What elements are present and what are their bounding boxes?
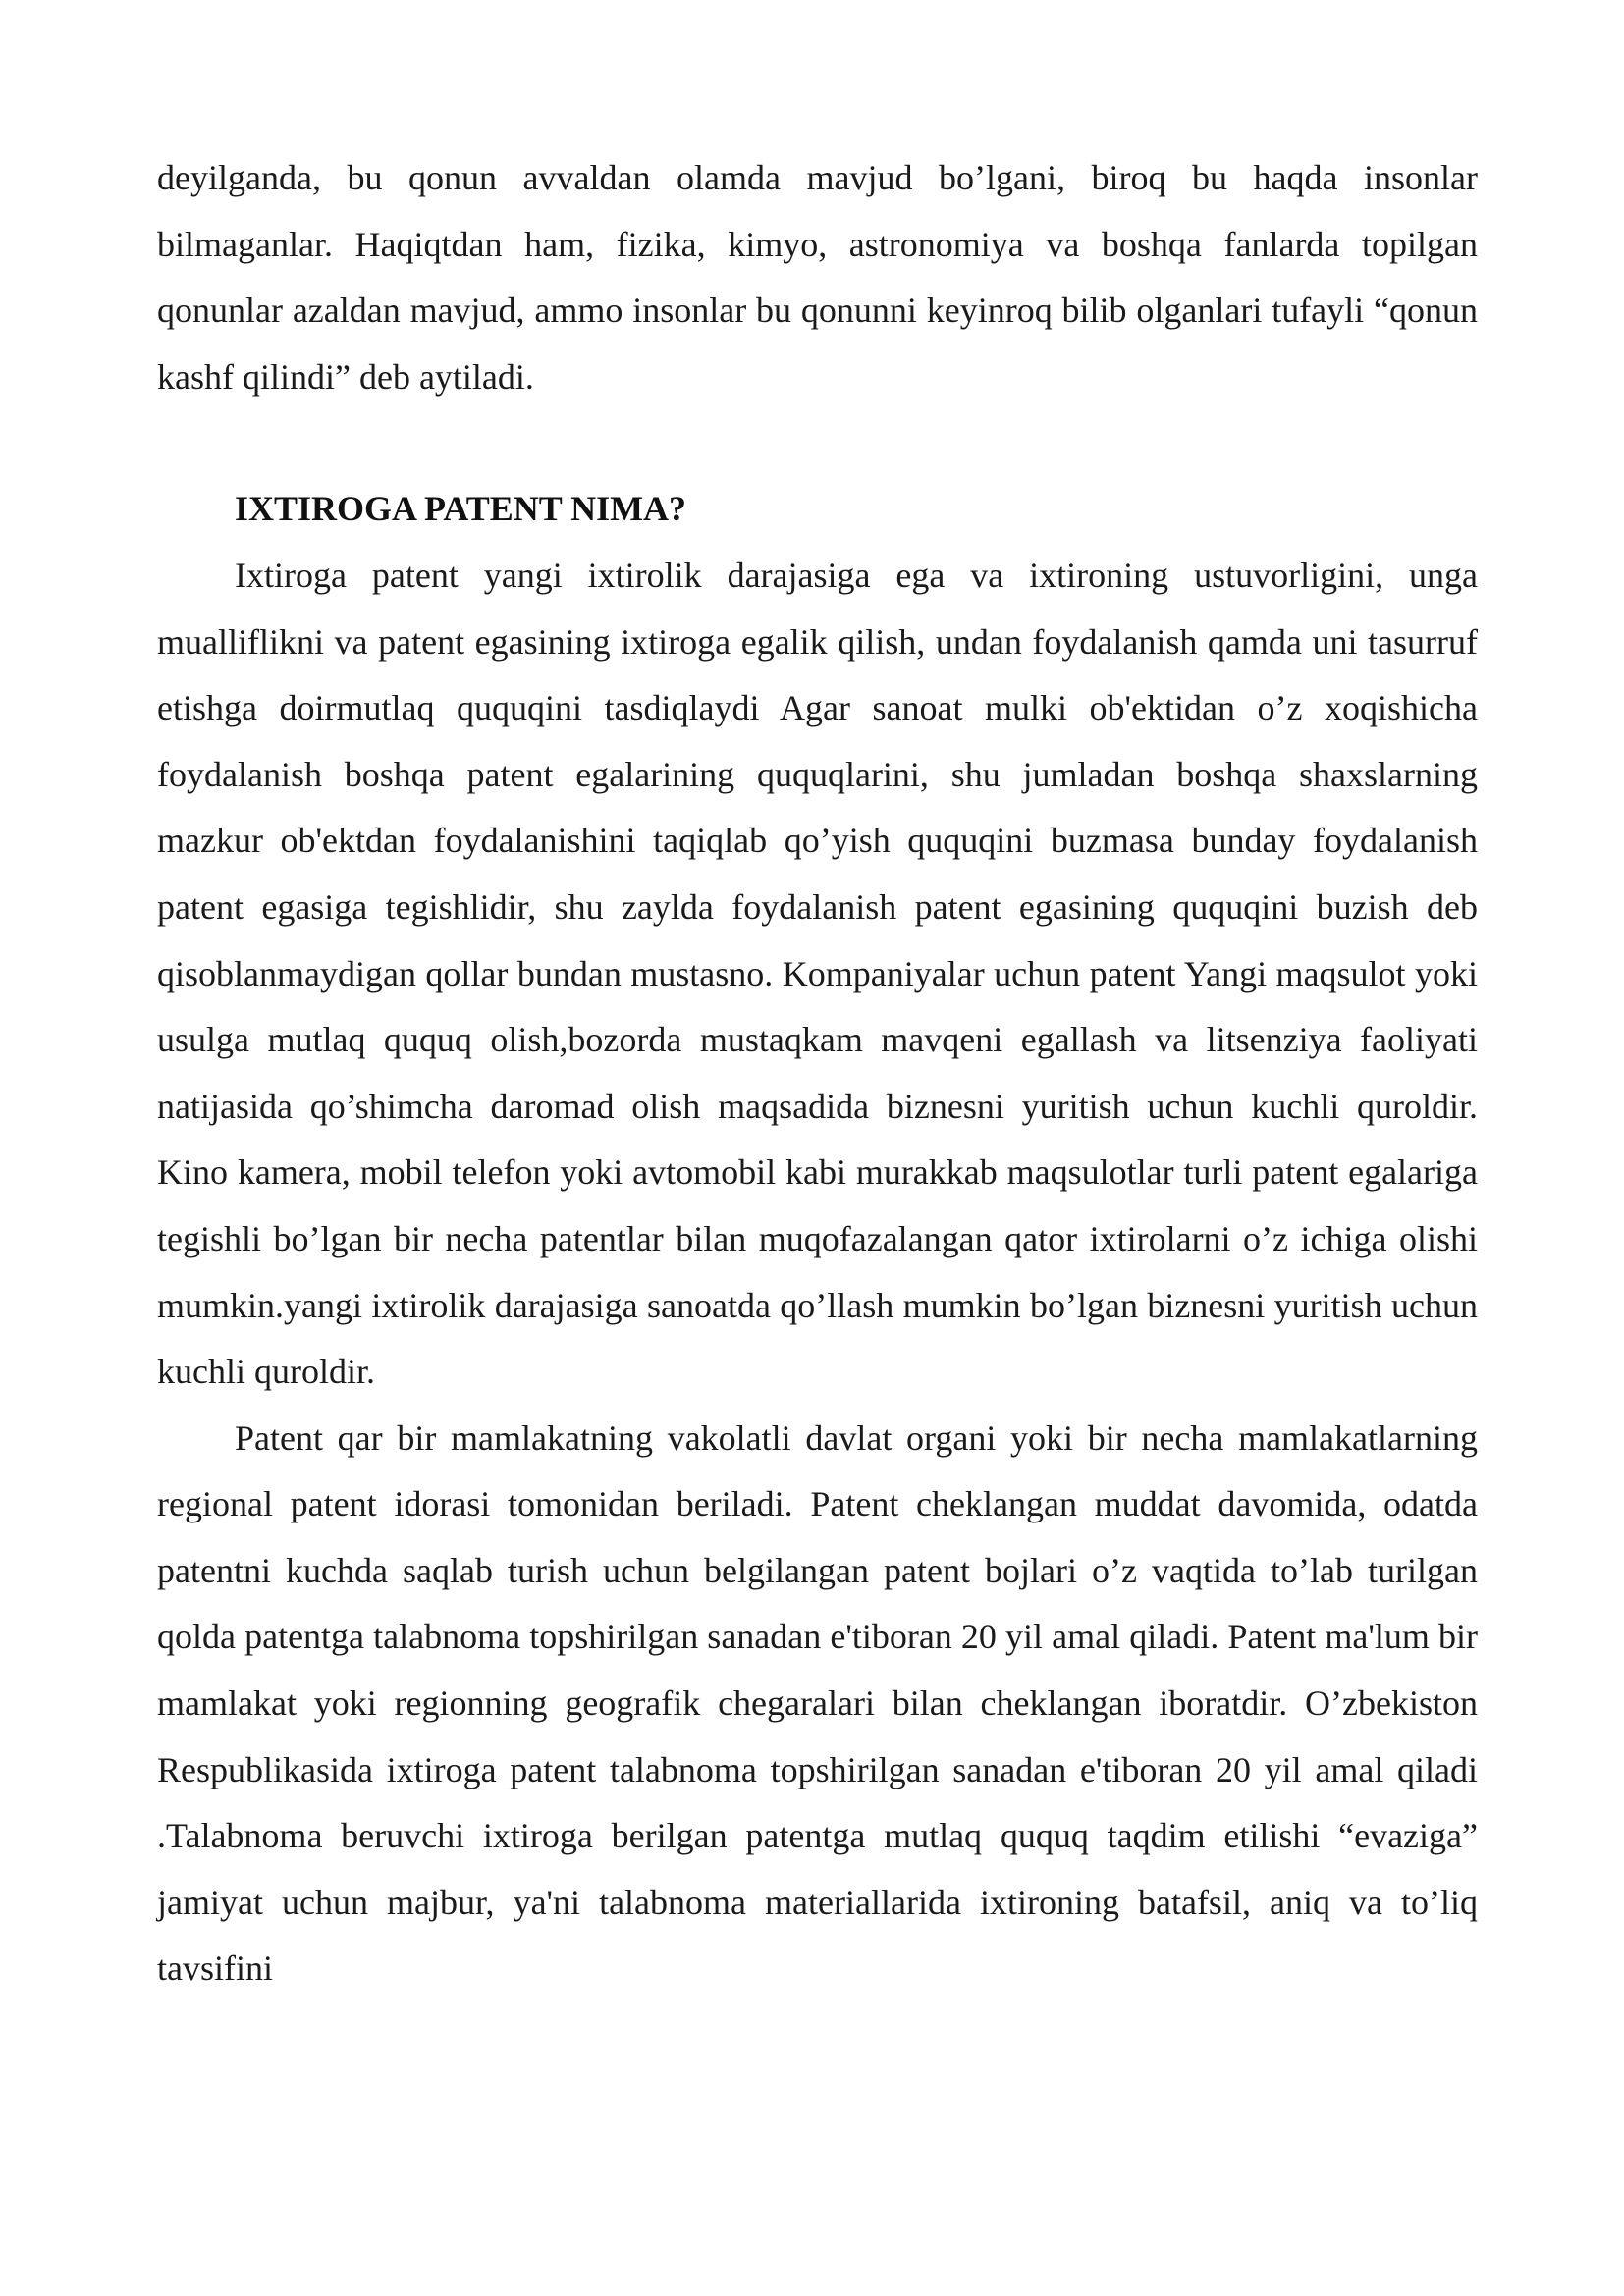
paragraph-intro: deyilganda, bu qonun avvaldan olamda mavjud bo’lgani, biroq bu haqda insonlar bilmaganlar. Haqiqtdan ham, fizika, kimyo, astronomiya va boshqa fanlarda topilgan qonunlar azaldan mavjud, ammo insonlar bu qonunni keyinroq bilib olganlari tufayli “qonun kashf qilindi” deb aytiladi.	[157, 158, 1478, 397]
document-page	[157, 145, 1478, 2002]
paragraph-patent-issuance: Patent qar bir mamlakatning vakolatli davlat organi yoki bir necha mamlakatlarning regional patent idorasi tomonidan beriladi. Patent cheklangan muddat davomida, odatda patentni kuchda saqlab turish uchun belgilangan patent bojlari o’z vaqtida to’lab turilgan qolda patentga talabnoma topshirilgan sanadan e'tiboran 20 yil amal qiladi. Patent ma'lum bir mamlakat yoki regionning geografik chegaralari bilan cheklangan iboratdir. O’zbekiston Respublikasida ixtiroga patent talabnoma topshirilgan sanadan e'tiboran 20 yil amal qiladi .Talabnoma beruvchi ixtiroga berilgan patentga mutlaq ququq taqdim etilishi “evaziga” jamiyat uchun majbur, ya'ni talabnoma materiallarida ixtironing batafsil, aniq va to’liq tavsifini	[157, 1417, 1478, 1989]
paragraph-patent-definition: Ixtiroga patent yangi ixtirolik darajasiga ega va ixtironing ustuvorligini, unga mualliflikni va patent egasining ixtiroga egalik qilish, undan foydalanish qamda uni tasurruf etishga doirmutlaq ququqini tasdiqlaydi Agar sanoat mulki ob'ektidan o’z xoqishicha foydalanish boshqa patent egalarining ququqlarini, shu jumladan boshqa shaxslarning mazkur ob'ektdan foydalanishini taqiqlab qo’yish ququqini buzmasa bunday foydalanish patent egasiga tegishlidir, shu zaylda foydalanish patent egasining ququqini buzish deb qisoblanmaydigan qollar bundan mustasno. Kompaniyalar uchun patent Yangi maqsulot yoki usulga mutlaq ququq olish,bozorda mustaqkam mavqeni egallash va litsenziya faoliyati natijasida qo’shimcha daromad olish maqsadida biznesni yuritish uchun kuchli quroldir. Kino kamera, mobil telefon yoki avtomobil kabi murakkab maqsulotlar turli patent egalariga tegishli bo’lgan bir necha patentlar bilan muqofazalangan qator ixtirolarni o’z ichiga olishi mumkin.yangi ixtirolik darajasiga sanoatda qo’llash mumkin bo’lgan biznesni yuritish uchun kuchli quroldir.	[157, 555, 1478, 1392]
section-heading: IXTIROGA PATENT NIMA?	[235, 489, 687, 529]
